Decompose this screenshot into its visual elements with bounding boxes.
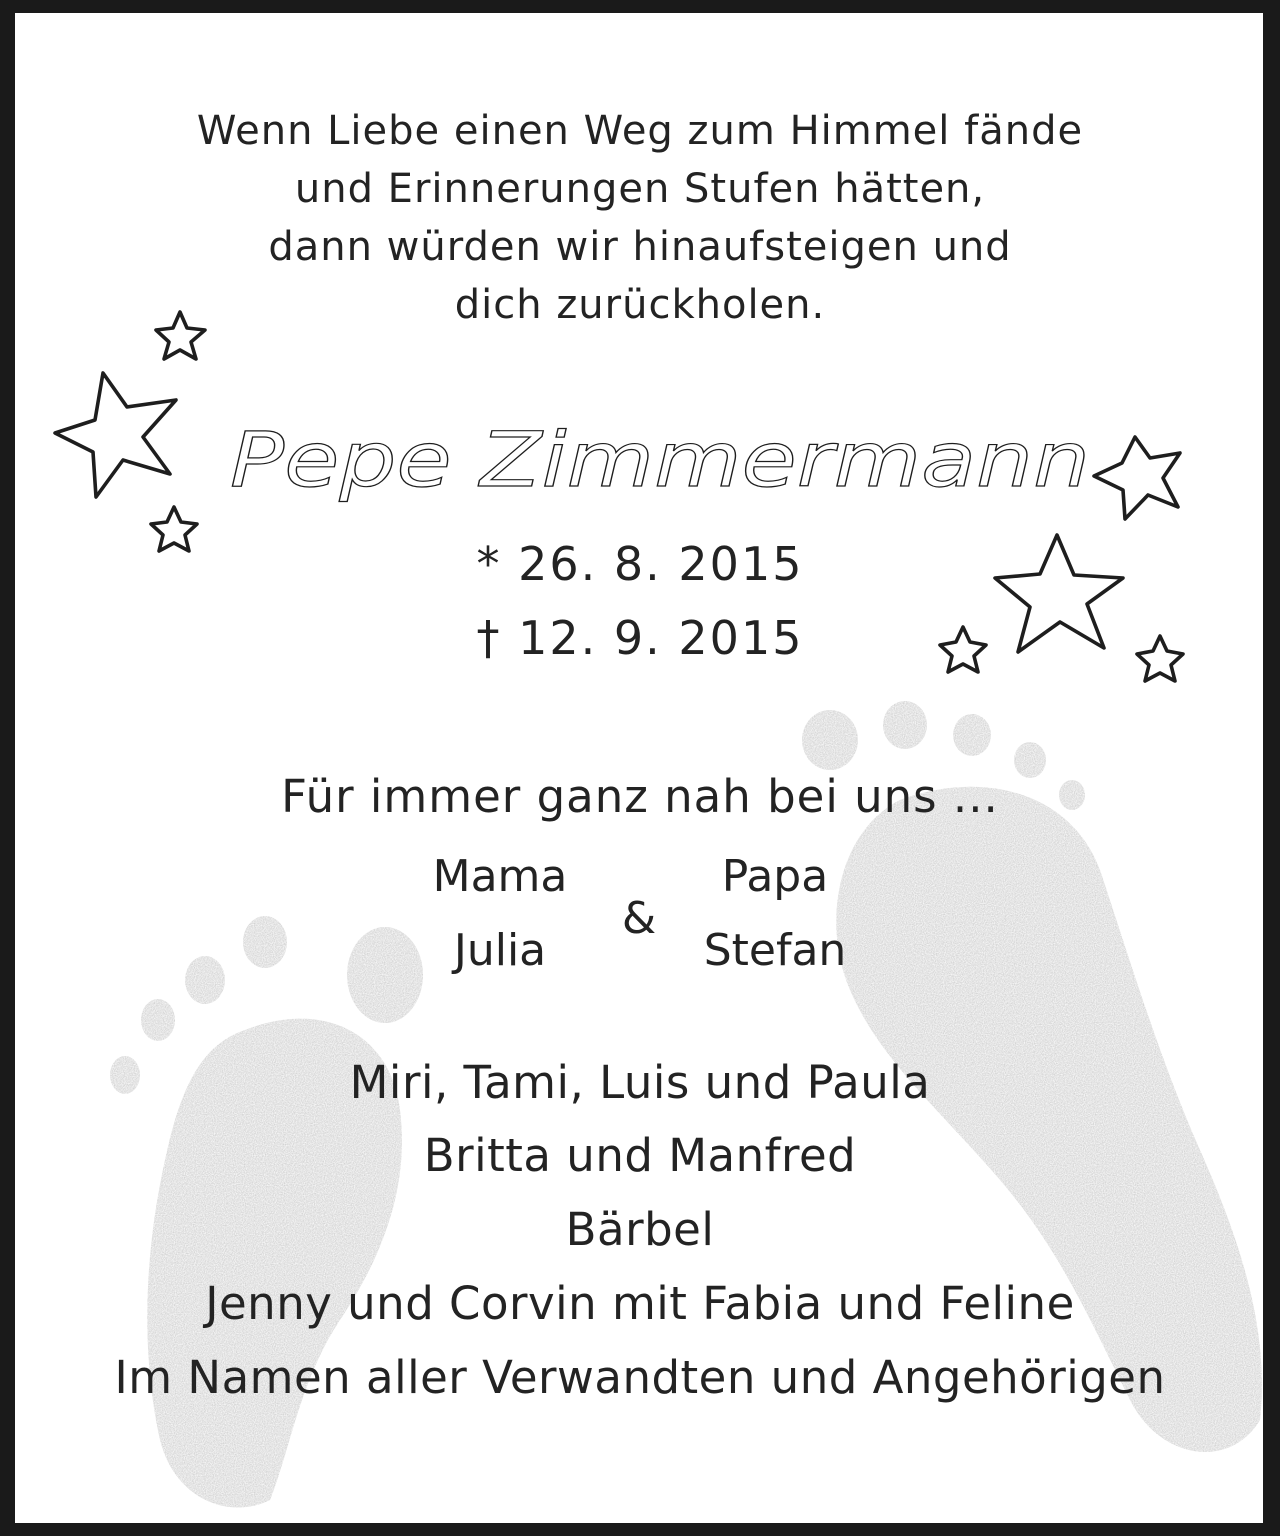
mourner-line-5: Im Namen aller Verwandten und Angehörigen (114, 1351, 1166, 1404)
death-date: † 12. 9. 2015 (476, 611, 804, 665)
father-title: Papa (721, 851, 829, 902)
mourner-line-4: Jenny und Corvin mit Fabia und Feline (205, 1277, 1075, 1330)
deceased-name-text: Pepe Zimmermann (230, 415, 1090, 504)
verse-line-3: dann würden wir hinaufsteigen und (268, 224, 1012, 270)
mourner-line-2: Britta und Manfred (423, 1129, 857, 1182)
verse-line-2: und Erinnerungen Stufen hätten, (294, 166, 986, 212)
father-name: Stefan (703, 925, 847, 976)
mourner-line-3: Bärbel (565, 1203, 715, 1256)
motto: Für immer ganz nah bei uns ... (281, 770, 999, 823)
verse-line-1: Wenn Liebe einen Weg zum Himmel fände (196, 108, 1084, 154)
mourner-line-1: Miri, Tami, Luis und Paula (349, 1056, 931, 1109)
mother-name: Julia (453, 925, 547, 976)
birth-date: * 26. 8. 2015 (476, 537, 804, 591)
verse-line-4: dich zurückholen. (454, 282, 826, 328)
ampersand: & (621, 893, 657, 944)
star-icon (55, 373, 176, 497)
deceased-name (200, 408, 1120, 518)
mother-title: Mama (432, 851, 568, 902)
